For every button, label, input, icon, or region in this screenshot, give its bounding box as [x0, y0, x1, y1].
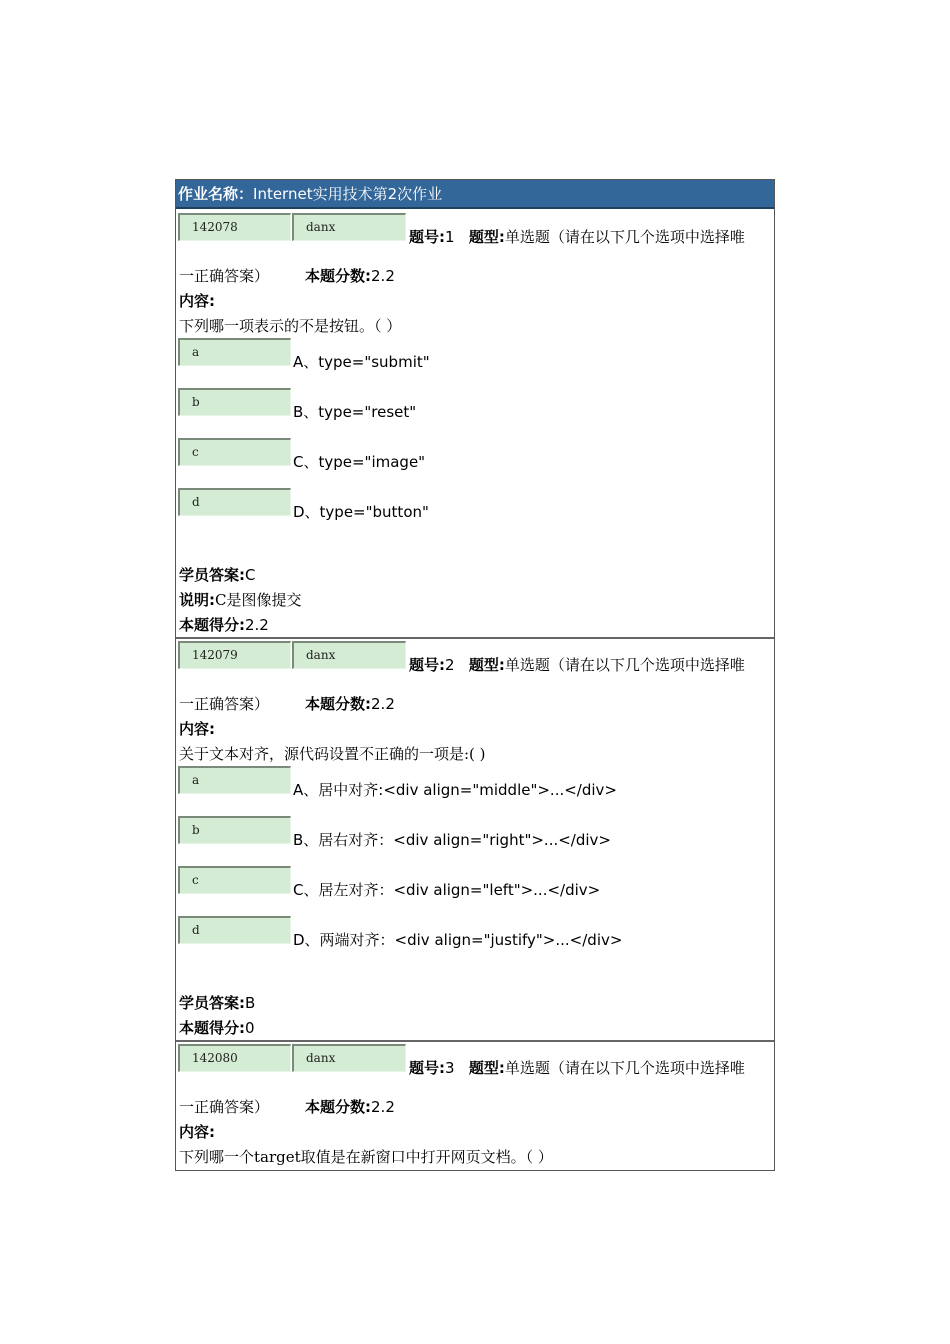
- question-number-label: 题号:: [409, 1059, 445, 1077]
- question-meta-line-2: [179, 1097, 395, 1117]
- question-number: 2: [445, 656, 455, 674]
- question-type-text-cont: 一正确答案）: [179, 1098, 270, 1116]
- content-label: 内容:: [179, 1123, 215, 1141]
- question-id-field[interactable]: 142080: [178, 1044, 291, 1072]
- question-number-label: 题号:: [409, 228, 445, 246]
- question-block-2: [176, 639, 774, 1039]
- explanation-line: [179, 590, 301, 610]
- question-meta-line-2: [179, 266, 395, 286]
- option-text-a: A、居中对齐:<div align="middle">...</div>: [293, 781, 617, 799]
- question-type-label: 题型:: [468, 228, 505, 246]
- option-key-field-d[interactable]: d: [178, 488, 291, 516]
- option-text-d: D、两端对齐：<div align="justify">...</div>: [293, 931, 623, 949]
- earned-score-label: 本题得分:: [179, 616, 245, 634]
- content-label: 内容:: [179, 720, 215, 738]
- student-answer-line: [179, 993, 255, 1013]
- question-kind-field[interactable]: danx: [292, 641, 406, 669]
- option-key-field-b[interactable]: b: [178, 816, 291, 844]
- explanation-text: C是图像提交: [215, 591, 302, 609]
- question-kind-field[interactable]: danx: [292, 213, 406, 241]
- option-text-b: B、type="reset": [293, 403, 417, 421]
- question-content: 下列哪一个target取值是在新窗口中打开网页文档。（ ）: [179, 1148, 553, 1166]
- question-type-text: 单选题（请在以下几个选项中选择唯: [504, 656, 745, 674]
- homework-title-label: 作业名称：: [178, 185, 254, 203]
- student-answer-label: 学员答案:: [179, 566, 245, 584]
- option-key-field-a[interactable]: a: [178, 766, 291, 794]
- question-score: 2.2: [371, 1098, 395, 1116]
- question-score-label: 本题分数:: [305, 695, 372, 713]
- question-meta-line: [409, 655, 745, 675]
- question-number: 3: [445, 1059, 455, 1077]
- option-key-field-c[interactable]: c: [178, 438, 291, 466]
- question-id-field[interactable]: 142079: [178, 641, 291, 669]
- question-meta-line: [409, 227, 745, 247]
- question-type-text: 单选题（请在以下几个选项中选择唯: [504, 1059, 745, 1077]
- question-kind-field[interactable]: danx: [292, 1044, 406, 1072]
- option-text-c: C、type="image": [293, 453, 426, 471]
- question-score: 2.2: [371, 695, 395, 713]
- option-text-c: C、居左对齐：<div align="left">...</div>: [293, 881, 601, 899]
- earned-score: 0: [245, 1019, 255, 1037]
- option-key-field-b[interactable]: b: [178, 388, 291, 416]
- homework-panel: [175, 179, 775, 1171]
- student-answer-label: 学员答案:: [179, 994, 245, 1012]
- earned-score-line: [179, 1018, 255, 1038]
- homework-title-value: Internet实用技术第2次作业: [253, 185, 443, 203]
- earned-score-line: [179, 615, 269, 635]
- explanation-label: 说明:: [179, 591, 215, 609]
- question-block-1: [176, 211, 774, 636]
- question-id-field[interactable]: 142078: [178, 213, 291, 241]
- student-answer: B: [245, 994, 256, 1012]
- question-type-text: 单选题（请在以下几个选项中选择唯: [504, 228, 745, 246]
- homework-title-bar: [176, 180, 774, 209]
- question-number: 1: [445, 228, 455, 246]
- student-answer-line: [179, 565, 255, 585]
- question-number-label: 题号:: [409, 656, 445, 674]
- student-answer: C: [245, 566, 256, 584]
- question-meta-line: [409, 1058, 745, 1078]
- option-text-b: B、居右对齐：<div align="right">...</div>: [293, 831, 611, 849]
- earned-score: 2.2: [245, 616, 269, 634]
- question-score-label: 本题分数:: [305, 1098, 372, 1116]
- earned-score-label: 本题得分:: [179, 1019, 245, 1037]
- question-type-text-cont: 一正确答案）: [179, 695, 270, 713]
- option-key-field-a[interactable]: a: [178, 338, 291, 366]
- option-key-field-d[interactable]: d: [178, 916, 291, 944]
- question-content: 关于文本对齐，源代码设置不正确的一项是:( ): [179, 745, 486, 763]
- question-score: 2.2: [371, 267, 395, 285]
- content-label: 内容:: [179, 292, 215, 310]
- option-key-field-c[interactable]: c: [178, 866, 291, 894]
- question-type-label: 题型:: [468, 1059, 505, 1077]
- question-block-3: [176, 1042, 774, 1167]
- question-meta-line-2: [179, 694, 395, 714]
- option-text-a: A、type="submit": [293, 353, 430, 371]
- question-type-text-cont: 一正确答案）: [179, 267, 270, 285]
- question-type-label: 题型:: [468, 656, 505, 674]
- question-content: 下列哪一项表示的不是按钮。（ ）: [179, 317, 402, 335]
- option-text-d: D、type="button": [293, 503, 429, 521]
- question-score-label: 本题分数:: [305, 267, 372, 285]
